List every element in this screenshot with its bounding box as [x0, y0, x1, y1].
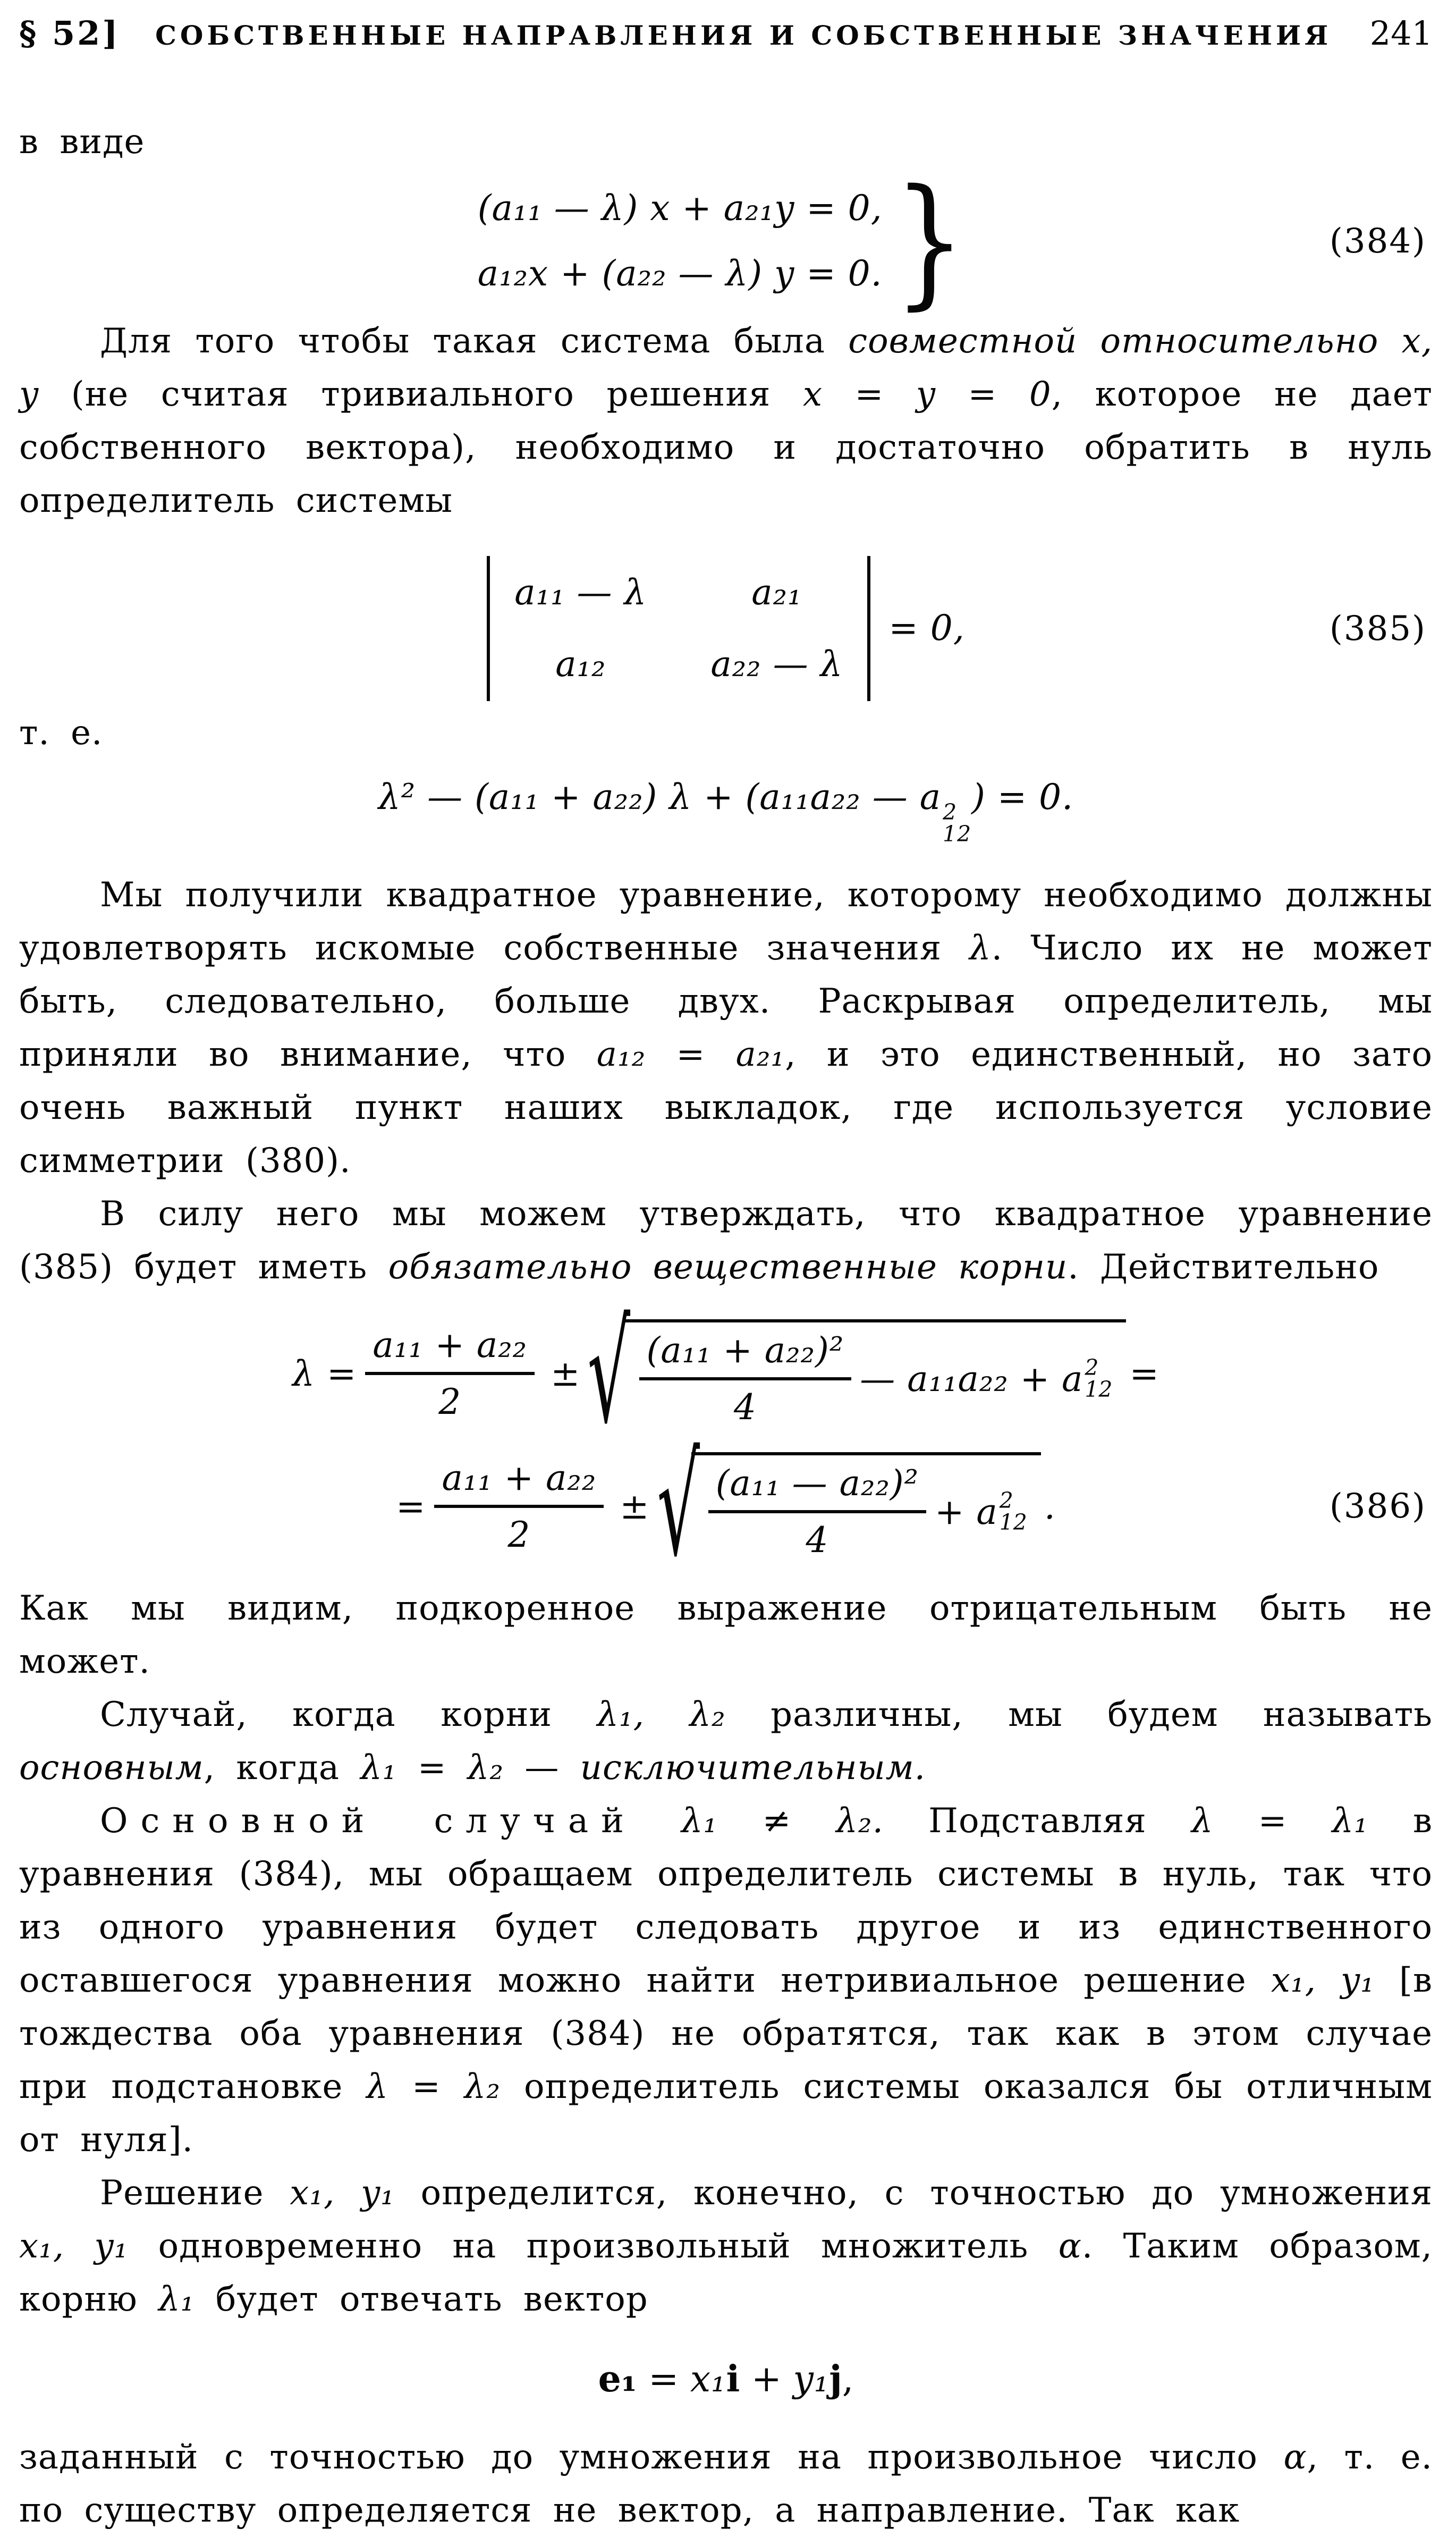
letterspaced-run: Основной случай: [100, 1801, 637, 1841]
inline-math: x = y = 0: [802, 375, 1052, 414]
vector-bold: i: [726, 2358, 740, 2401]
equation-number-386: (386): [1329, 1487, 1426, 1527]
equation-number-385: (385): [1329, 609, 1426, 648]
subscript: 12: [1085, 1377, 1113, 1403]
det-cell-r2c1: a₁₂: [555, 643, 606, 685]
text-run: одновременно на произвольный множитель: [128, 2227, 1059, 2266]
fraction: [434, 1457, 604, 1555]
characteristic-equation-body: [378, 776, 1073, 845]
superscript: 2: [1085, 1355, 1099, 1381]
text-run: Случай, когда корни: [100, 1695, 597, 1735]
radicand: [622, 1319, 1127, 1428]
text-run: —: [504, 1748, 580, 1788]
inline-math: λ₁ ≠ λ₂.: [636, 1801, 884, 1841]
inline-math: x₁, y₁: [290, 2173, 395, 2213]
numerator: a₁₁ + a₂₂: [442, 1457, 597, 1499]
paragraph-quadratic-discussion: [19, 869, 1433, 1187]
characteristic-equation: [19, 776, 1433, 845]
superscript: 2: [999, 1488, 1013, 1514]
equation-384-line1: (a₁₁ — λ) x + a₂₁y = 0,: [477, 188, 883, 229]
determinant: [487, 556, 870, 701]
text-run: [1378, 322, 1401, 361]
paragraph-main-case: [19, 1794, 1433, 2167]
math-run: λ =: [292, 1353, 357, 1394]
equation-384: [19, 159, 1433, 323]
superscript: 2: [943, 799, 958, 825]
vector-bold: e₁: [598, 2358, 637, 2401]
det-cell-r1c2: a₂₁: [751, 572, 802, 613]
inline-math: α: [1058, 2227, 1082, 2266]
text-run: [в тождества оба уравнения (384) не обратятся, так как в этом случае при подстановке: [19, 1961, 1433, 2107]
plus-minus-sign: ±: [551, 1353, 581, 1394]
inline-math: λ₁, λ₂: [597, 1695, 726, 1735]
inline-math: λ₁: [158, 2280, 195, 2320]
text-run: , когда: [204, 1748, 361, 1788]
section-label: § 52]: [19, 14, 120, 53]
math-run: =: [396, 1486, 426, 1527]
text-run: (не считая тривиального решения: [39, 375, 803, 414]
math-run: =: [1129, 1353, 1159, 1394]
inline-math: y₁: [793, 2358, 829, 2401]
emphasis-run: обязательно вещественные корни: [388, 1248, 1068, 1287]
text-run: заданный с точностью до умножения на произвольное число: [19, 2438, 1284, 2477]
equation-386: [19, 1293, 1433, 1587]
text-run: . Таким образом, корню: [19, 2227, 1433, 2320]
fraction: [365, 1325, 535, 1422]
math-run: +: [740, 2358, 793, 2401]
inline-math: a₁₂ = a₂₁: [596, 1035, 785, 1075]
paragraph-radicand: Как мы видим, подкоренное выражение отрицательным быть не может.: [19, 1589, 1433, 1682]
page-number: 241: [1369, 14, 1433, 53]
inline-math: λ = λ₁: [1191, 1801, 1368, 1841]
plus-minus-sign: ±: [620, 1486, 650, 1527]
equation-384-system: (a₁₁ — λ) x + a₂₁y = 0, a₁₂x + (a₂₂ — λ) y = 0. }: [477, 159, 966, 323]
fraction: [639, 1330, 852, 1428]
equation-386-line1: [19, 1293, 1433, 1454]
text-run: . Число их не может быть, следовательно, больше двух. Раскрывая определитель, мы приняли во внимание, что: [19, 929, 1433, 1075]
supsub-a12: [999, 1488, 1027, 1536]
inline-math: λ: [969, 929, 992, 968]
paragraph-real-roots: [19, 1187, 1433, 1294]
page-title: СОБСТВЕННЫЕ НАПРАВЛЕНИЯ И СОБСТВЕННЫЕ ЗНАЧЕНИЯ: [155, 20, 1332, 51]
inline-math: x, y: [19, 322, 1433, 414]
paragraph-cases: [19, 1688, 1433, 1794]
subscript: 12: [999, 1510, 1027, 1536]
det-cell-r1c1: a₁₁ — λ: [514, 572, 647, 613]
numerator: (a₁₁ — a₂₂)²: [715, 1463, 919, 1504]
emphasis-run: исключительным.: [580, 1748, 926, 1788]
denominator: 4: [708, 1510, 926, 1561]
inline-math: x₁, y₁: [19, 2227, 129, 2266]
subscript: 12: [943, 821, 972, 847]
text-run: Решение: [100, 2173, 290, 2213]
text-run: , и это единственный, но зато очень важный пункт наших выкладок, где используется условие симметрии (380).: [19, 1035, 1433, 1181]
text-run: , которое не дает собственного вектора), необходимо и достаточно обратить в нуль определитель системы: [19, 375, 1433, 520]
page-header: [19, 14, 1433, 53]
denominator: 2: [434, 1505, 604, 1555]
math-run: .: [1044, 1486, 1056, 1527]
math-run: + a: [935, 1491, 998, 1532]
inline-math: x₁, y₁: [1271, 1961, 1375, 2001]
inline-math: λ = λ₂: [366, 2067, 501, 2107]
text-run: будет отвечать вектор: [194, 2280, 648, 2320]
numerator: a₁₁ + a₂₂: [373, 1325, 528, 1366]
supsub-a12: [1085, 1357, 1112, 1401]
equation-384-lines: [478, 187, 883, 296]
inline-math: λ₁ = λ₂: [360, 1748, 504, 1788]
text-run: Подставляя: [883, 1801, 1191, 1841]
text-run: определится, конечно, с точностью до умножения: [394, 2173, 1433, 2213]
math-run: λ² — (a₁₁ + a₂₂) λ + (a₁₁a₂₂ — a: [378, 777, 942, 817]
radicand: [691, 1452, 1041, 1561]
paragraph-solution-factor: [19, 2167, 1433, 2326]
text-run: Для того чтобы такая система была: [100, 322, 849, 361]
determinant-rhs: = 0,: [888, 608, 965, 649]
equation-386-line2: [19, 1426, 1433, 1587]
equation-384-line2: a₁₂x + (a₂₂ — λ) y = 0.: [477, 252, 883, 294]
numerator: (a₁₁ + a₂₂)²: [646, 1330, 844, 1371]
text-run: различны, мы будем называть: [725, 1695, 1433, 1735]
fraction: [708, 1463, 926, 1561]
text-run: , т. е. по существу определяется не вектор, а направление. Так как: [19, 2438, 1433, 2531]
lead-text: в виде: [19, 122, 145, 162]
denominator: 2: [365, 1372, 535, 1422]
supsub-a12: [943, 799, 972, 847]
math-run: ,: [842, 2358, 854, 2401]
equation-385: [19, 556, 1433, 701]
math-run: — a₁₁a₂₂ + a: [860, 1358, 1083, 1400]
denominator: 4: [639, 1377, 852, 1428]
text-run: Мы получили квадратное уравнение, которому необходимо должны удовлетворять искомые собственные значения: [19, 875, 1433, 968]
emphasis-run: основным: [19, 1748, 204, 1788]
inline-math: α: [1283, 2438, 1307, 2477]
inline-math: x₁: [690, 2358, 726, 2401]
vector-e1-body: [598, 2357, 854, 2402]
square-root: √ $\frac{\text{(a₁₁ — a₂₂)²}}{4}$ + a 2 12: [661, 1452, 1041, 1561]
text-run: в уравнения (384), мы обращаем определитель системы в нуль, так что из одного уравнения будет следовать другое и из единственного оставшегося уравнения можно найти нетривиальное решение: [19, 1801, 1433, 2001]
math-run: =: [637, 2358, 690, 2401]
math-run: ) = 0.: [971, 777, 1074, 817]
that-is-text: т. е.: [19, 713, 103, 753]
vector-bold: j: [829, 2358, 842, 2401]
text-run: В силу него мы можем утверждать, что квадратное уравнение (385) будет иметь: [19, 1194, 1433, 1287]
paragraph-direction: [19, 2431, 1433, 2537]
paragraph-system-condition: [19, 315, 1433, 527]
vector-e1-equation: [19, 2357, 1433, 2402]
equation-number-384: (384): [1329, 221, 1426, 261]
text-run: определитель системы оказался бы отличным от нуля].: [19, 2067, 1433, 2160]
det-cell-r2c2: a₂₂ — λ: [710, 643, 843, 685]
text-run: . Действительно: [1068, 1248, 1379, 1287]
square-root: √ $\frac{\text{(a₁₁ + a₂₂)²}}{4}$ — a₁₁a₂₂ + a 2 12: [591, 1319, 1126, 1428]
emphasis-run: совместной относительно: [848, 322, 1379, 361]
